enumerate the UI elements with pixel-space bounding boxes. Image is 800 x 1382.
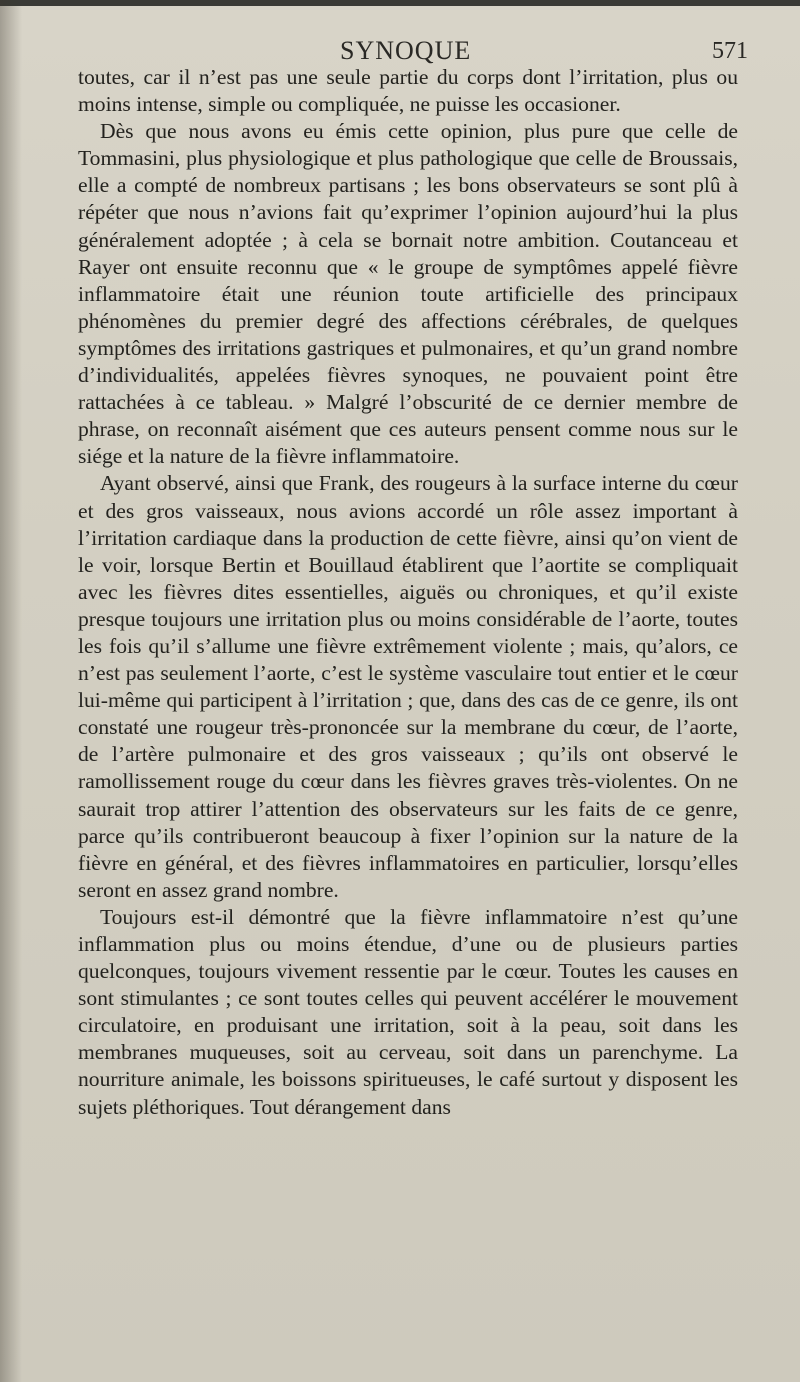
spine-shadow xyxy=(0,0,22,1382)
page-top-edge xyxy=(0,0,800,6)
paragraph: toutes, car il n’est pas une seule partie du corps dont l’irritation, plus ou moins intense, simple ou compliquée, ne puisse les occasioner. xyxy=(78,65,738,117)
running-head: SYNOQUE xyxy=(340,36,472,65)
paragraph: Toujours est-il démontré que la fièvre inflammatoire n’est qu’une inflammation plus ou moins étendue, d’une ou de plusieurs parties quelconques, toujours vivement ressentie par le cœur. Toutes les causes en sont stimulantes ; ce sont toutes celles qui peuvent accélérer le mouvement circulatoire, en produisant une irritation, soit à la peau, soit dans les membranes muqueuses, soit au cerveau, soit dans un parenchyme. La nourriture animale, les boissons spiritueuses, le café surtout y disposent les sujets pléthoriques. Tout dérangement dans xyxy=(78,904,738,1119)
body-text xyxy=(78,64,738,1121)
paragraph: Ayant observé, ainsi que Frank, des rougeurs à la surface interne du cœur et des gros vaisseaux, nous avions accordé un rôle assez important à l’irritation cardiaque dans la production de cette fièvre, ainsi qu’on vient de le voir, lorsque Bertin et Bouillaud établirent que l’aortite se compliquait avec les fièvres dites essentielles, aiguës ou chroniques, et qu’il existe presque toujours une irritation plus ou moins considérable de l’aorte, toutes les fois qu’il s’allume une fièvre extrêmement violente ; mais, qu’alors, ce n’est pas seulement l’aorte, c’est le système vasculaire tout entier et le cœur lui-même qui participent à l’irritation ; que, dans des cas de ce genre, ils ont constaté une rougeur très-prononcée sur la membrane du cœur, de l’aorte, de l’artère pulmonaire et des gros vaisseaux ; qu’ils ont observé le ramollissement rouge du cœur dans les fièvres graves très-violentes. On ne saurait trop attirer l’attention des observateurs sur les faits de ce genre, parce qu’ils contribueront beaucoup à fixer l’opinion sur la nature de la fièvre en général, et des fièvres inflammatoires en particulier, lorsqu’elles seront en assez grand nombre. xyxy=(78,471,738,902)
page-number: 571 xyxy=(712,38,748,64)
paragraph: Dès que nous avons eu émis cette opinion, plus pure que celle de Tommasini, plus physiologique et plus pathologique que celle de Broussais, elle a compté de nombreux partisans ; les bons observateurs se sont plû à répéter que nous n’avions fait qu’exprimer l’opinion aujourd’hui la plus généralement adoptée ; à cela se bornait notre ambition. Coutanceau et Rayer ont ensuite reconnu que « le groupe de symptômes appelé fièvre inflammatoire était une réunion toute artificielle des principaux phénomènes du premier degré des affections cérébrales, de quelques symptômes des irritations gastriques et pulmonaires, et qu’un grand nombre d’individualités, appelées fièvres synoques, ne pouvaient point être rattachées à ce tableau. » Malgré l’obscurité de ce dernier membre de phrase, on reconnaît aisément que ces auteurs pensent comme nous sur le siége et la nature de la fièvre inflammatoire. xyxy=(78,119,738,469)
bottom-margin xyxy=(0,1260,800,1382)
